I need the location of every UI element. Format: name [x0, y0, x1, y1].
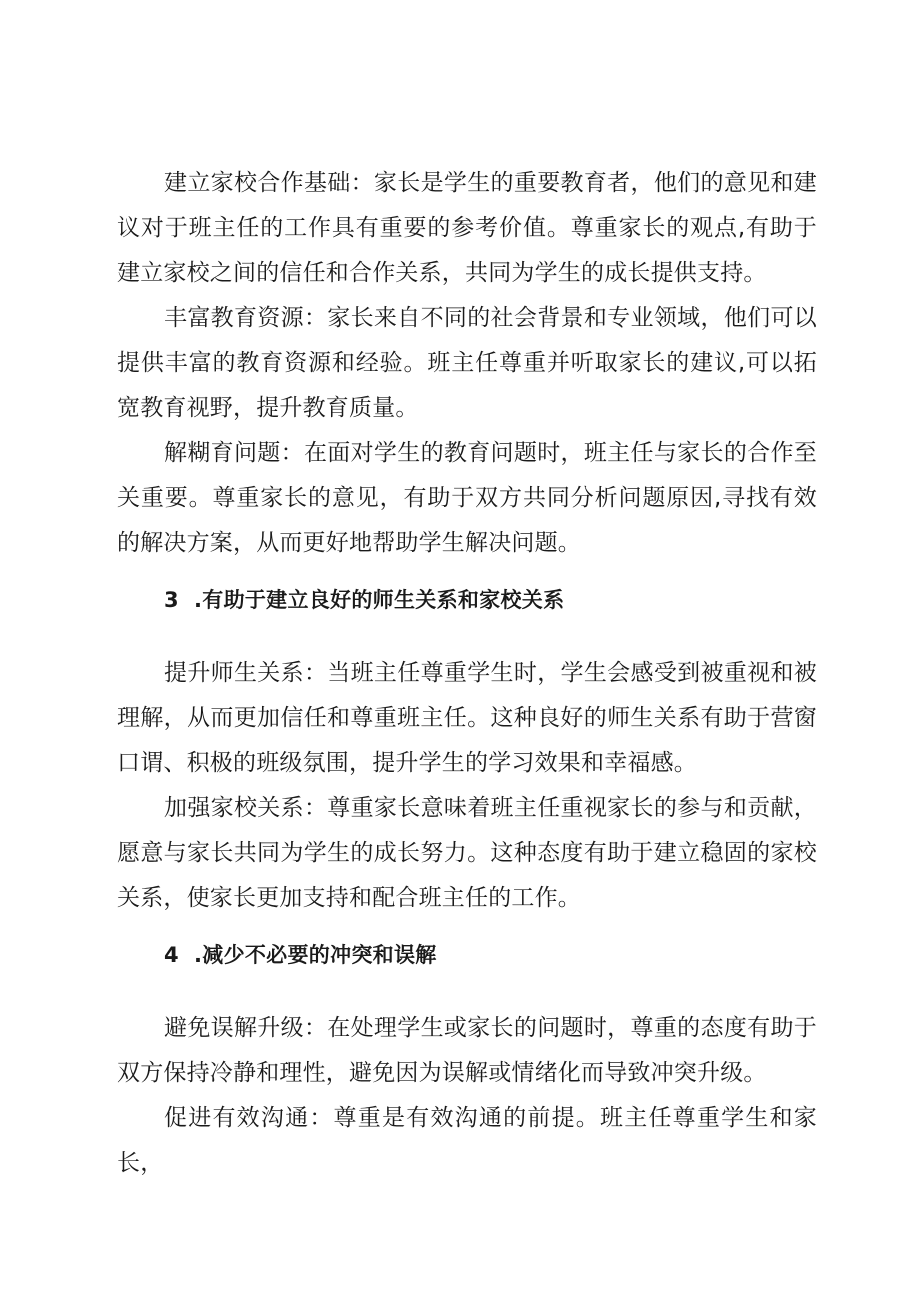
section-title: .有助于建立良好的师生关系和家校关系	[194, 588, 565, 612]
section-heading-4	[164, 940, 814, 970]
paragraph-avoid-misunderstanding: 避免误解升级：在处理学生或家长的问题时，尊重的态度有助于双方保持冷静和理性，避免因为误解或情绪化而导致冲突升级。	[117, 1015, 817, 1086]
paragraph-home-school-relations: 加强家校关系：尊重家长意味着班主任重视家长的参与和贡献，愿意与家长共同为学生的成长努力。这种态度有助于建立稳固的家校关系，使家长更加支持和配合班主任的工作。	[117, 795, 817, 911]
section-number: 4	[164, 943, 179, 967]
section-heading-3	[164, 585, 814, 615]
paragraph-teacher-student-relations: 提升师生关系：当班主任尊重学生时，学生会感受到被重视和被理解，从而更加信任和尊重班主任。这种良好的师生关系有助于营窗口谓、积极的班级氛围，提升学生的学习效果和幸福感。	[117, 660, 817, 776]
paragraph-home-school-cooperation: 建立家校合作基础：家长是学生的重要教育者，他们的意见和建议对于班主任的工作具有重要的参考价值。尊重家长的观点,有助于建立家校之间的信任和合作关系，共同为学生的成长提供支持。	[117, 170, 817, 286]
paragraph-education-resources: 丰富教育资源：家长来自不同的社会背景和专业领域，他们可以提供丰富的教育资源和经验。班主任尊重并听取家长的建议,可以拓宽教育视野，提升教育质量。	[117, 305, 817, 421]
paragraph-effective-communication: 促进有效沟通：尊重是有效沟通的前提。班主任尊重学生和家长，	[117, 1105, 817, 1176]
paragraph-education-problems: 解糊育问题：在面对学生的教育问题时，班主任与家长的合作至关重要。尊重家长的意见，有助于双方共同分析问题原因,寻找有效的解决方案，从而更好地帮助学生解决问题。	[117, 440, 817, 556]
section-number: 3	[164, 588, 179, 612]
section-title: .减少不必要的冲突和误解	[194, 943, 437, 967]
